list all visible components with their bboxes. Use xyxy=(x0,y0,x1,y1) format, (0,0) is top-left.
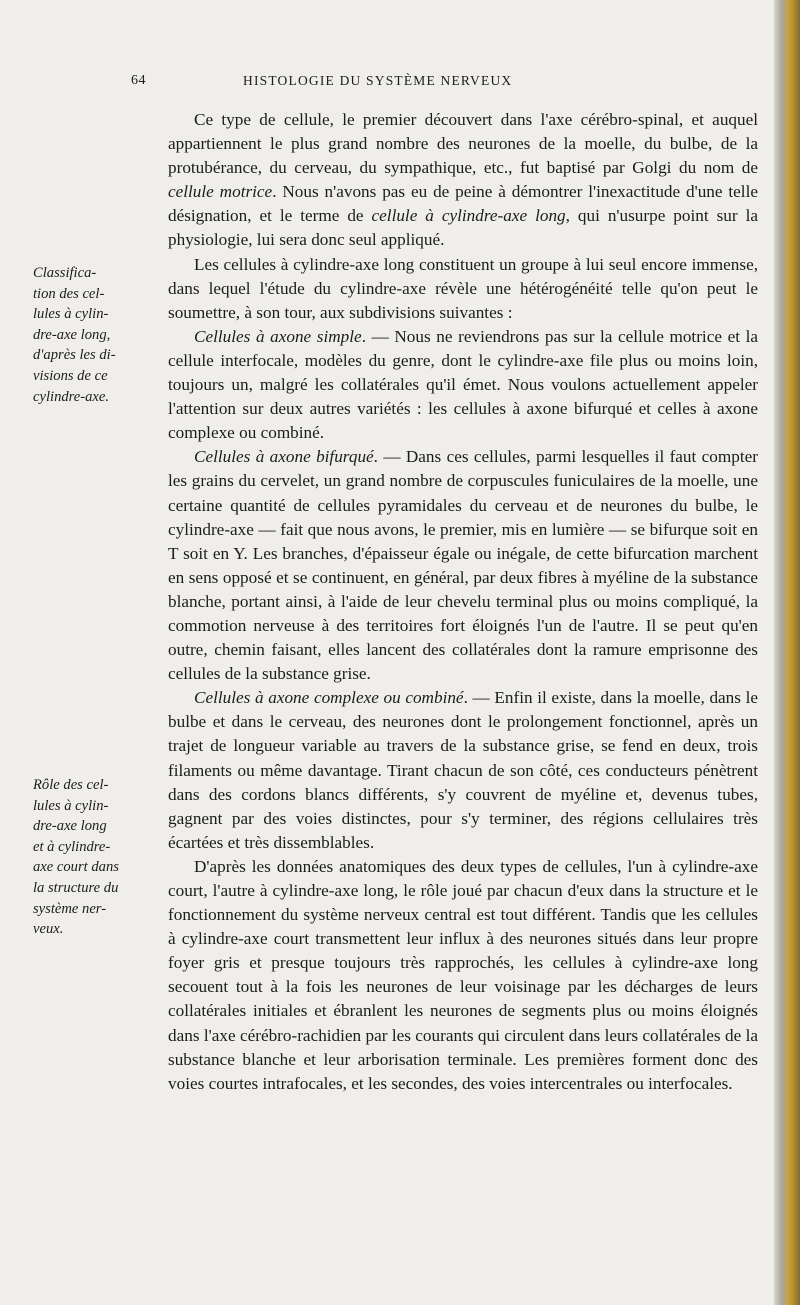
margin-note-line: Rôle des cel- xyxy=(33,777,109,793)
text-run: Ce type de cellule, le premier découvert dans l'axe cérébro-spinal, et auquel appartiennent le plus grand nombre des neurones de la moelle, du bulbe, de la protubérance, du cerveau, du sympathique, etc., fut baptisé par Golgi du nom de xyxy=(168,110,758,178)
margin-note-line: dre-axe long, xyxy=(33,326,111,343)
text-run: . Nous n'avons pas eu de peine à démontrer l'inexactitude d'une telle désignation, et le terme de xyxy=(168,182,758,226)
paragraph xyxy=(168,686,758,855)
margin-note-line: visions de ce xyxy=(33,367,108,384)
italic-term: Cellules à axone bifurqué xyxy=(194,447,374,467)
italic-term: cellule à cylindre-axe long xyxy=(371,206,566,226)
margin-note-line: et à cylindre- xyxy=(33,838,111,855)
margin-note-line: Classifica- xyxy=(33,265,97,281)
text-run: . — Enfin il existe, dans la moelle, dans le bulbe et dans le cerveau, des neurones dont le prolongement fonctionnel, après un trajet de longueur variable au travers de la substance grise, se fend en deux, trois filaments ou même davantage. Tirant chacun de son côté, ces conducteurs pénètrent dans des cordons blancs différents, s'y couvrent de myéline et, devenus tubes, gagnent par des voies distinctes, pour s'y terminer, des régions cellulaires très écartées et très dissemblables. xyxy=(168,688,759,852)
margin-note-line: axe court dans xyxy=(33,859,119,876)
margin-note-line: lules à cylin- xyxy=(33,797,109,814)
page-number: 64 xyxy=(131,73,146,88)
italic-term: Cellules à axone complexe ou combiné xyxy=(194,688,464,708)
italic-term: cellule motrice xyxy=(168,182,273,202)
page-header xyxy=(0,73,774,93)
margin-note-line: d'après les di- xyxy=(33,347,116,364)
body-text xyxy=(168,108,758,1096)
page-edge xyxy=(774,0,800,1305)
text-run: Les cellules à cylindre-axe long constituent un groupe à lui seul encore immense, dans lequel l'étude du cylindre-axe révèle une hétérogénéité telle qu'on peut le soumettre, à son tour, aux subdivisions suivantes : xyxy=(168,254,758,322)
paragraph xyxy=(168,253,758,325)
margin-note-line: tion des cel- xyxy=(33,285,105,302)
text-run: . — Nous ne reviendrons pas sur la cellule motrice et la cellule interfocale, modèles du genre, dont le cylindre-axe file plus ou moins loin, toujours un, malgré les collatérales qu'il émet. Nous voulons actuellement appeler l'attention sur deux autres variétés : les cellules à axone bifurqué et celles à axone complexe ou combiné. xyxy=(168,326,759,443)
running-title: HISTOLOGIE DU SYSTÈME NERVEUX xyxy=(243,73,513,88)
margin-note-line: dre-axe long xyxy=(33,818,107,835)
paragraph xyxy=(168,445,758,686)
margin-note-role xyxy=(33,775,133,940)
margin-note-line: cylindre-axe. xyxy=(33,388,110,405)
margin-note-line: veux. xyxy=(33,921,64,938)
margin-note-line: système ner- xyxy=(33,900,107,917)
paragraph xyxy=(168,325,758,445)
margin-note-classification xyxy=(33,263,133,407)
text-run: D'après les données anatomiques des deux types de cellules, l'un à cylindre-axe court, l'autre à cylindre-axe long, le rôle joué par chacun d'eux dans la structure et le fonctionnement du système nerveux central est tout différent. Tandis que les cellules à cylindre-axe court transmettent leur influx à des neurones situés dans leur propre foyer gris et presque toujours très rapprochés, les cellules à cylindre-axe long secouent tout à la fois les neurones de leur voisinage par les décharges de leurs collatérales initiales et ébranlent les neurones de segments plus ou moins éloignés dans l'axe cérébro-rachidien par les courants qui circulent dans leurs collatérales de la substance blanche et leur arborisation terminale. Les premières forment donc des voies courtes intrafocales, et les secondes, des voies intercentrales ou interfocales. xyxy=(168,856,758,1093)
margin-note-line: la structure du xyxy=(33,879,119,896)
text-run: , qui n'usurpe point sur la physiologie, lui sera donc seul appliqué. xyxy=(168,206,758,250)
italic-term: Cellules à axone simple xyxy=(194,326,362,346)
paragraph xyxy=(168,108,758,253)
text-run: . — Dans ces cellules, parmi lesquelles il faut compter les grains du cervelet, un grand nombre de corpuscules funiculaires de la moelle, une certaine quantité de cellules pyramidales du cerveau et de neurones du bulbe, le cylindre-axe — fait que nous avons, le premier, mis en lumière — se bifurque soit en T soit en Y. Les branches, d'épaisseur égale ou inégale, de cette bifurcation marchent en sens opposé et se continuent, en général, par deux fibres à myéline de la substance blanche, portant ainsi, à l'aide de leur chevelu terminal plus ou moins compliqué, la commotion nerveuse à des territoires fort éloignés l'un de l'autre. Il se peut qu'en outre, chemin faisant, elles lancent des collatérales dont la ramure emprisonne des cellules de la substance grise. xyxy=(168,447,758,684)
margin-note-line: lules à cylin- xyxy=(33,306,109,323)
paragraph xyxy=(168,855,758,1096)
